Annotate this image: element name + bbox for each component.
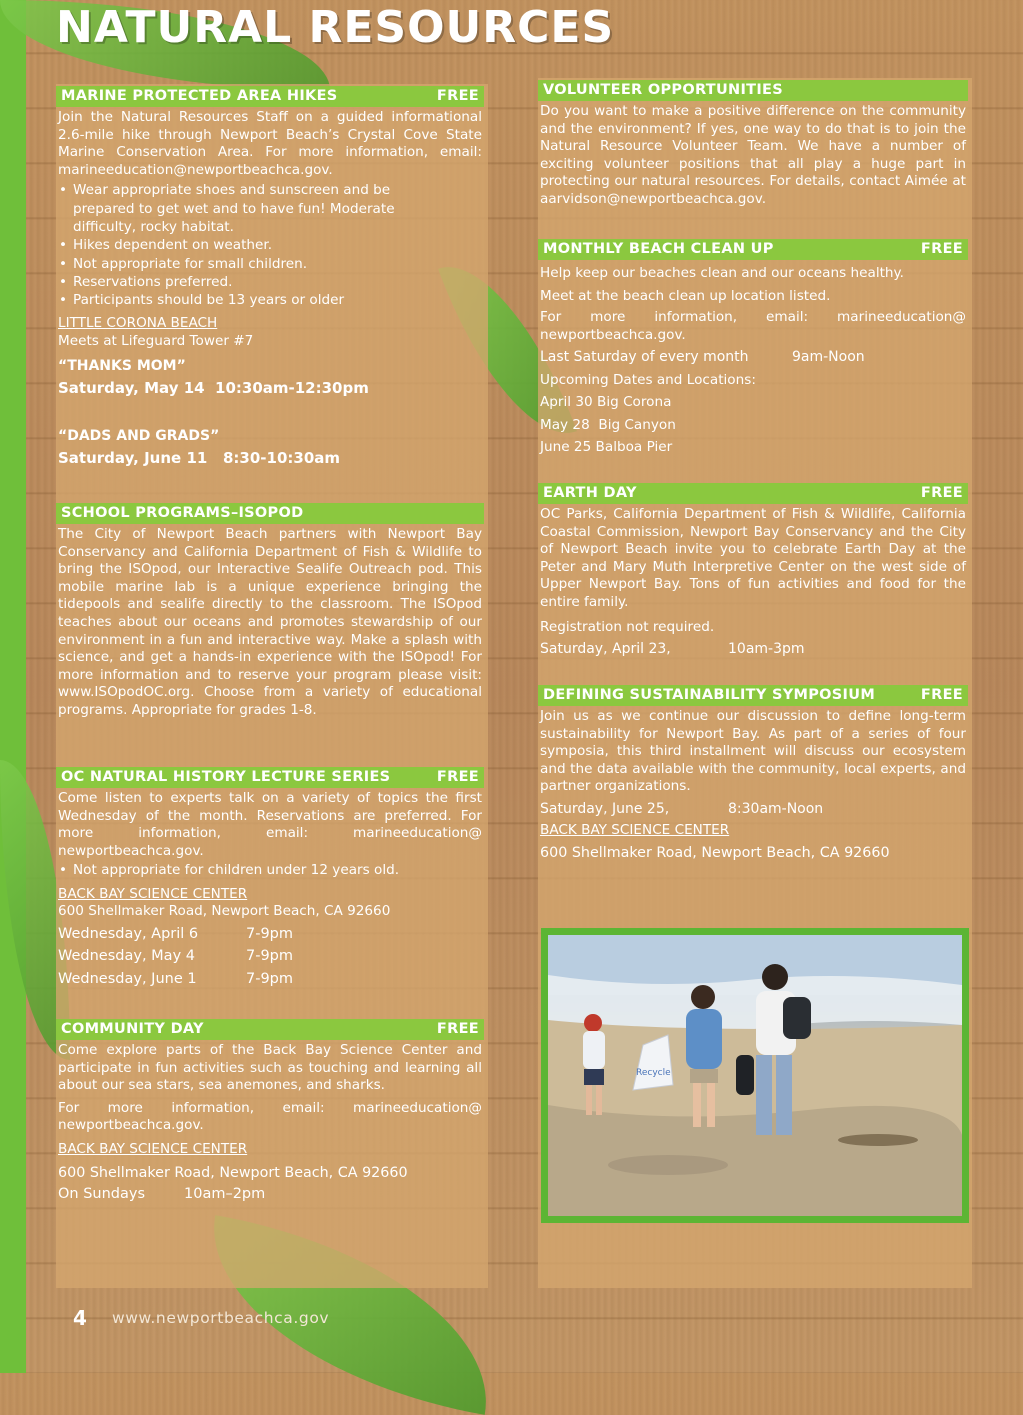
- list-item: • Not appropriate for children under 12 years old.: [73, 861, 482, 879]
- location-link[interactable]: LITTLE CORONA BEACH: [58, 315, 218, 332]
- volunteer-section: [538, 80, 968, 209]
- event-date: Saturday, May 14 10:30am-12:30pm: [58, 378, 369, 397]
- photo-frame: [541, 928, 969, 1223]
- isopod-body: The City of Newport Beach partners with Newport Bay Conservancy and California Department of Fish & Wildlife to bring the ISOpod, our Interactive Sealife Outreach pod. This mobile marine lab is a unique experience bringing the tidepools and sealife directly to the classroom. The ISOpod teaches about our oceans and promotes stewardship of our environment in a fun and interactive way. Make a splash with science, and get a hands-in experience with the ISOpod! For more information and to reserve your program please visit: www.ISOpodOC.org. Choose from a variety of educational programs. Appropriate for grades 1-8.: [58, 526, 482, 718]
- section-heading: VOLUNTEER OPPORTUNITIES: [543, 82, 783, 98]
- section-header: [538, 80, 968, 101]
- address: 600 Shellmaker Road, Newport Beach, CA 92660: [540, 845, 890, 862]
- event-date: Saturday, June 11 8:30-10:30am: [58, 448, 341, 467]
- section-header: [538, 685, 968, 706]
- time: 8:30am-Noon: [728, 800, 824, 817]
- section-header: [538, 483, 968, 504]
- page-number: 4: [73, 1306, 87, 1330]
- cleanup-date: May 28 Big Canyon: [540, 416, 676, 433]
- section-heading: DEFINING SUSTAINABILITY SYMPOSIUM: [543, 687, 876, 703]
- free-badge: FREE: [436, 88, 479, 104]
- list-item: • Wear appropriate shoes and sunscreen and be prepared to get wet and to have fun! Moderate difficulty, rocky habitat.: [73, 181, 482, 236]
- date-row: [540, 346, 966, 369]
- free-badge: FREE: [920, 687, 963, 703]
- cleanup-section: [538, 239, 968, 459]
- section-heading: MONTHLY BEACH CLEAN UP: [543, 241, 774, 257]
- list-item: • Participants should be 13 years or older: [73, 291, 482, 309]
- footer-url-link[interactable]: www.newportbeachca.gov: [112, 1309, 330, 1327]
- date-row: [58, 1183, 482, 1206]
- section-heading: SCHOOL PROGRAMS–ISOPOD: [61, 505, 304, 521]
- isopod-section: [56, 503, 484, 720]
- lecture-body: Come listen to experts talk on a variety of topics the first Wednesday of the month. Reservations are preferred. For more information, email: marineeducation@ newportbeachca.gov.: [58, 790, 482, 859]
- date: Wednesday, April 6: [58, 925, 199, 942]
- list-item: • Reservations preferred.: [73, 273, 482, 291]
- registration-note: Registration not required.: [540, 618, 715, 635]
- section-header: [56, 767, 484, 788]
- date-row: [540, 638, 966, 661]
- cleanup-line: Help keep our beaches clean and our oceans healthy.: [540, 265, 904, 281]
- symposium-section: [538, 685, 968, 863]
- time: 9am-Noon: [792, 349, 865, 366]
- section-heading: COMMUNITY DAY: [61, 1021, 204, 1037]
- date: Last Saturday of every month: [540, 349, 749, 366]
- event-name: “DADS AND GRADS”: [58, 427, 220, 444]
- cleanup-date: June 25 Balboa Pier: [540, 439, 673, 456]
- section-header: [538, 239, 968, 260]
- date-row: [540, 798, 966, 821]
- date: Saturday, June 25,: [540, 800, 670, 817]
- lecture-bullets: [58, 861, 482, 879]
- beach-scene: [548, 935, 962, 1216]
- section-header: [56, 503, 484, 524]
- community-section: [56, 1019, 484, 1206]
- cleanup-date: April 30 Big Corona: [540, 394, 672, 411]
- event-name: “THANKS MOM”: [58, 357, 186, 374]
- free-badge: FREE: [920, 241, 963, 257]
- date: On Sundays: [58, 1186, 146, 1203]
- time: 7-9pm: [246, 970, 294, 987]
- date-row: [58, 945, 482, 968]
- location-link[interactable]: BACK BAY SCIENCE CENTER: [58, 1140, 248, 1157]
- cleanup-line: Meet at the beach clean up location listed.: [540, 287, 831, 304]
- date-row: [58, 968, 482, 991]
- upcoming-label: Upcoming Dates and Locations:: [540, 371, 756, 388]
- free-badge: FREE: [436, 769, 479, 785]
- left-green-bar: [0, 0, 26, 1373]
- section-heading: OC NATURAL HISTORY LECTURE SERIES: [61, 769, 391, 785]
- volunteer-body: Do you want to make a positive difference on the community and the environment? If yes, one way to do that is to join the Natural Resource Volunteer Team. We have a number of exciting volunteer positions that all play a huge part in protecting our natural resources. For details, contact Aimée at aarvidson@newportbeachca.gov.: [540, 103, 966, 207]
- hikes-bullets: [58, 181, 482, 309]
- lecture-section: [56, 767, 484, 990]
- free-badge: FREE: [920, 485, 963, 501]
- bag-text: Recycle: [636, 1068, 671, 1078]
- address: 600 Shellmaker Road, Newport Beach, CA 92660: [58, 1164, 408, 1181]
- section-heading: MARINE PROTECTED AREA HIKES: [61, 88, 338, 104]
- community-body: Come explore parts of the Back Bay Science Center and participate in fun activities such as touching and learning all about our sea stars, sea anemones, and sharks.: [58, 1042, 482, 1094]
- date: Saturday, April 23,: [540, 641, 671, 658]
- date: Wednesday, May 4: [58, 948, 195, 965]
- address: 600 Shellmaker Road, Newport Beach, CA 92660: [58, 903, 391, 920]
- lecture-dates: [58, 923, 482, 991]
- community-info: For more information, email: marineeducation@ newportbeachca.gov.: [58, 1099, 482, 1134]
- list-item: • Hikes dependent on weather.: [73, 236, 482, 254]
- earthday-body: OC Parks, California Department of Fish & Wildlife, California Coastal Commission, Newport Bay Conservancy and the City of Newport Beach invite you to celebrate Earth Day at the Peter and Mary Muth Interpretive Center on the west side of Upper Newport Bay. Tons of fun activities and food for the entire family.: [540, 506, 966, 610]
- earthday-section: [538, 483, 968, 661]
- date: Wednesday, June 1: [58, 970, 197, 987]
- location-link[interactable]: BACK BAY SCIENCE CENTER: [58, 885, 248, 902]
- free-badge: FREE: [436, 1021, 479, 1037]
- time: 7-9pm: [246, 948, 294, 965]
- list-item: • Not appropriate for small children.: [73, 255, 482, 273]
- section-heading: EARTH DAY: [543, 485, 637, 501]
- cleanup-line: For more information, email: marineeducation@ newportbeachca.gov.: [540, 309, 966, 343]
- beach-cleanup-photo: [548, 935, 962, 1216]
- time: 7-9pm: [246, 925, 294, 942]
- meeting-point: Meets at Lifeguard Tower #7: [58, 333, 254, 350]
- time: 10am-3pm: [728, 641, 805, 658]
- date-row: [58, 923, 482, 946]
- page-title: NATURAL RESOURCES: [56, 2, 615, 53]
- time: 10am–2pm: [184, 1186, 266, 1203]
- section-header: [56, 1019, 484, 1040]
- hikes-intro: Join the Natural Resources Staff on a guided informational 2.6-mile hike through Newport Beach’s Crystal Cove State Marine Conservation Area. For more information, email: marineeducation@newportbeachca.gov.: [58, 109, 482, 178]
- symposium-body: Join us as we continue our discussion to define long-term sustainability for Newport Bay. As part of a series of four symposia, this third installment will discuss our ecosystem and the data available with the community, local experts, and partner organizations.: [540, 708, 966, 795]
- hikes-section: [56, 86, 484, 467]
- section-header: [56, 86, 484, 107]
- location-link[interactable]: BACK BAY SCIENCE CENTER: [540, 822, 730, 839]
